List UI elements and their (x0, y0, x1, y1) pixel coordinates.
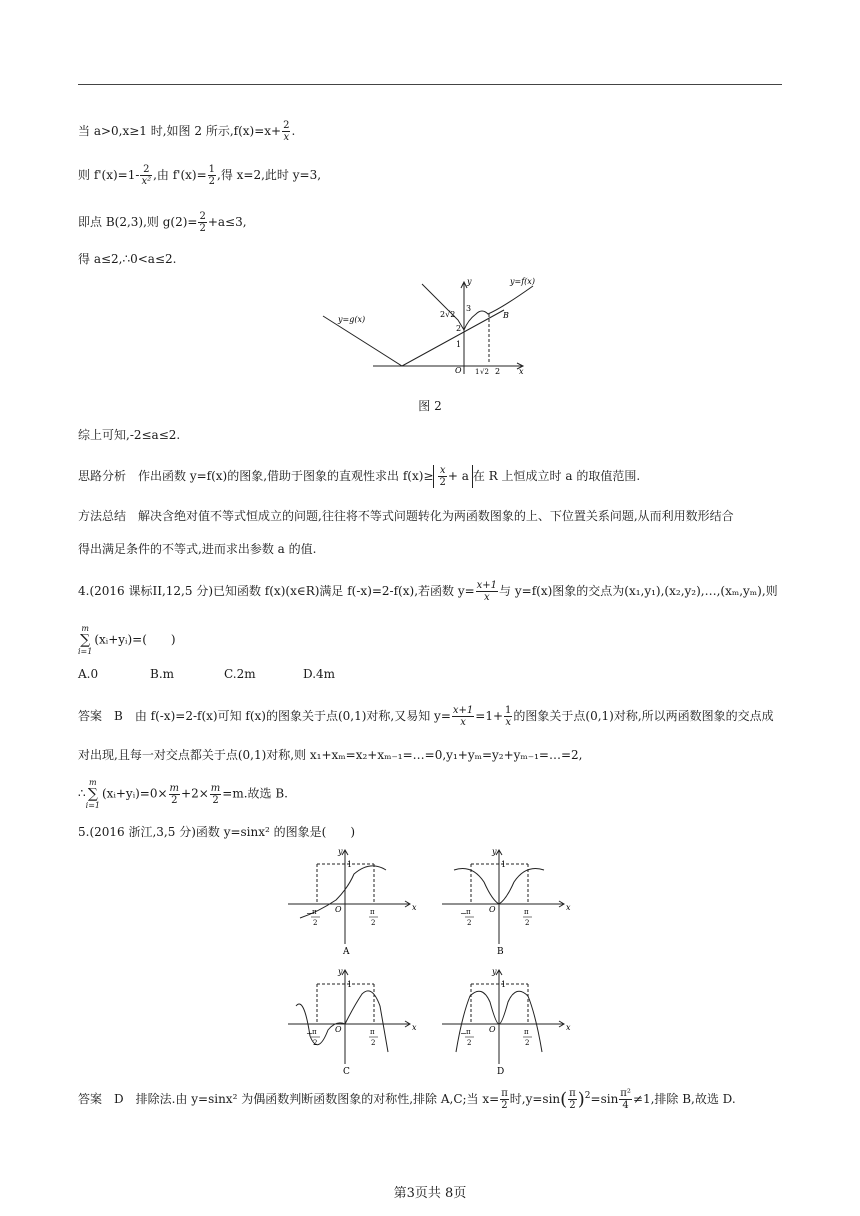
tick-neg-pi: π (466, 908, 471, 916)
x-tick-2: 2 (495, 367, 501, 376)
absolute-value: $\frac{x}{2}$ + a (433, 465, 472, 488)
text-line-7: 方法总结 解决含绝对值不等式恒成立的问题,往往将不等式问题转化为两函数图象的上、下位置关系问题,从而利用数形结合 (78, 509, 734, 523)
x-axis-label: x (566, 1023, 571, 1032)
y-tick-2sqrt2: 2√2 (440, 310, 456, 319)
text-line-13: ∴m ∑ i=1(xᵢ+yᵢ)=0× $\frac{m}{2}$ +2× $\frac{m}{2}$ =m.故选 B. (78, 778, 288, 810)
tick-pos-pi: π (370, 908, 375, 916)
tick-neg-pi: π (466, 1028, 471, 1036)
y-axis-label: y (338, 847, 343, 856)
text-line-4: 得 a≤2,∴0<a≤2. (78, 252, 177, 266)
y-tick-2: 2 (456, 324, 462, 333)
text-line-3: 即点 B(2,3),则 g(2)= $\frac{2}{2}$ +a≤3, (78, 211, 247, 234)
option-b: B.m (150, 667, 175, 681)
text-line-14: 5.(2016 浙江,3,5 分)函数 y=sinx² 的图象是( ) (78, 825, 356, 839)
option-c: C.2m (224, 667, 256, 681)
x-axis-label: x (412, 1023, 417, 1032)
text-line-12: 对出现,且每一对交点都关于点(0,1)对称,则 x₁+xₘ=x₂+xₘ₋₁=…=0,y₁+yₘ=y₂+yₘ₋₁=…=2, (78, 748, 583, 762)
text-line-8: 得出满足条件的不等式,进而求出参数 a 的值. (78, 542, 317, 556)
tick-one: 1 (347, 980, 353, 989)
text-line-1: 当 a>0,x≥1 时,如图 2 所示,f(x)=x+ $\frac{2}{x}$ . (78, 120, 296, 143)
fraction: $\frac{2}{\text{x²}}$ (141, 164, 152, 187)
tick-pos-den: 2 (525, 919, 530, 927)
choice-graph-c (288, 966, 418, 1076)
y-axis-label: y (467, 277, 472, 286)
text: 当 a>0,x≥1 时,如图 2 所示,f(x)=x+ (78, 124, 282, 138)
tick-pos-den: 2 (371, 919, 376, 927)
tick-neg-pi: π (312, 1028, 317, 1036)
y-axis-label: y (492, 967, 497, 976)
text-line-10: m ∑ i=1(xᵢ+yᵢ)=( ) (78, 624, 176, 656)
choice-label: D (497, 1067, 505, 1076)
y-tick-1: 1 (456, 340, 462, 349)
choice-graph-d (442, 966, 572, 1076)
origin-label: O (335, 905, 342, 914)
x-tick-sqrt2: √2 (480, 368, 489, 376)
minus-sign: − (306, 1029, 313, 1038)
origin-label: O (455, 366, 462, 375)
y-tick-3: 3 (466, 304, 472, 313)
origin-label: O (335, 1025, 342, 1034)
origin-label: O (489, 905, 496, 914)
figure-2-caption: 图 2 (418, 399, 442, 413)
tick-pos-pi: π (524, 1028, 529, 1036)
minus-sign: − (460, 909, 467, 918)
fraction: $\frac{2}{x}$ (283, 120, 290, 143)
choice-graph-a (288, 846, 418, 956)
y-axis-label: y (492, 847, 497, 856)
label-f: y=f(x) (510, 277, 535, 286)
text-line-5: 综上可知,-2≤a≤2. (78, 428, 181, 442)
choice-label: C (343, 1067, 350, 1076)
tick-neg-den: 2 (313, 919, 318, 927)
text-line-6: 思路分析 作出函数 y=f(x)的图象,借助于图象的直观性求出 f(x)≥ $\frac{x}{2}$ + a 在 R 上恒成立时 a 的取值范围. (78, 465, 641, 488)
text-line-11: 答案 B 由 f(-x)=2-f(x)可知 f(x)的图象关于点(0,1)对称,又易知 y= $\frac{x+1}{x}$ =1+ $\frac{1}{x}$ 的图象关于点(0,1)对称,所以两函数图象的交点成 (78, 705, 774, 728)
f-curve-right (464, 286, 533, 330)
x-axis-label: x (566, 903, 571, 912)
tick-one: 1 (501, 860, 507, 869)
tick-pos-den: 2 (525, 1039, 530, 1047)
tick-neg-den: 2 (467, 1039, 472, 1047)
origin-label: O (489, 1025, 496, 1034)
text-line-2: 则 f'(x)=1- $\frac{2}{\text{x²}}$ ,由 f'(x)= $\frac{1}{2}$ ,得 x=2,此时 y=3, (78, 164, 322, 187)
figure-2-graph (318, 270, 538, 380)
tick-pos-den: 2 (371, 1039, 376, 1047)
tick-pos-pi: π (524, 908, 529, 916)
minus-sign: − (460, 1029, 467, 1038)
tick-pos-pi: π (370, 1028, 375, 1036)
header-rule (78, 84, 782, 85)
tick-neg-pi: π (312, 908, 317, 916)
text-line-9: 4.(2016 课标II,12,5 分)已知函数 f(x)(x∈R)满足 f(-x)=2-f(x),若函数 y= $\frac{x+1}{x}$ 与 y=f(x)图象的交点为(x₁,y₁),(x₂,y₂),…,(xₘ,yₘ),则 (78, 580, 778, 603)
option-a: A.0 (78, 667, 99, 681)
fraction: $\frac{2}{2}$ (199, 211, 206, 234)
fraction: $\frac{1}{2}$ (208, 164, 216, 187)
choice-graph-b (442, 846, 572, 956)
text-line-15: 答案 D 排除法.由 y=sinx² 为偶函数判断函数图象的对称性,排除 A,C;当 x= $\frac{\pi}{2}$ 时,y=sin( $\frac{\pi}{2}$ )$^2$=sin $\frac{\text{π²}}{4}$ ≠1,排除 B,故选 D. (78, 1088, 736, 1111)
point-b-label: B (503, 311, 509, 320)
minus-sign: − (306, 909, 313, 918)
x-axis-label: x (519, 367, 524, 376)
label-g: y=g(x) (338, 315, 366, 324)
x-axis-label: x (412, 903, 417, 912)
fraction: $\frac{x+1}{x}$ (476, 580, 498, 603)
tick-neg-den: 2 (313, 1039, 318, 1047)
x-tick-1: 1 (475, 368, 480, 376)
tick-one: 1 (347, 860, 353, 869)
tick-neg-den: 2 (467, 919, 472, 927)
choice-label: A (343, 947, 350, 956)
summation: m ∑ i=1 (78, 624, 93, 656)
tick-one: 1 (501, 980, 507, 989)
page-footer: 第3页共 8页 (393, 1186, 467, 1201)
y-axis-label: y (338, 967, 343, 976)
choice-label: B (497, 947, 504, 956)
option-d: D.4m (303, 667, 336, 681)
